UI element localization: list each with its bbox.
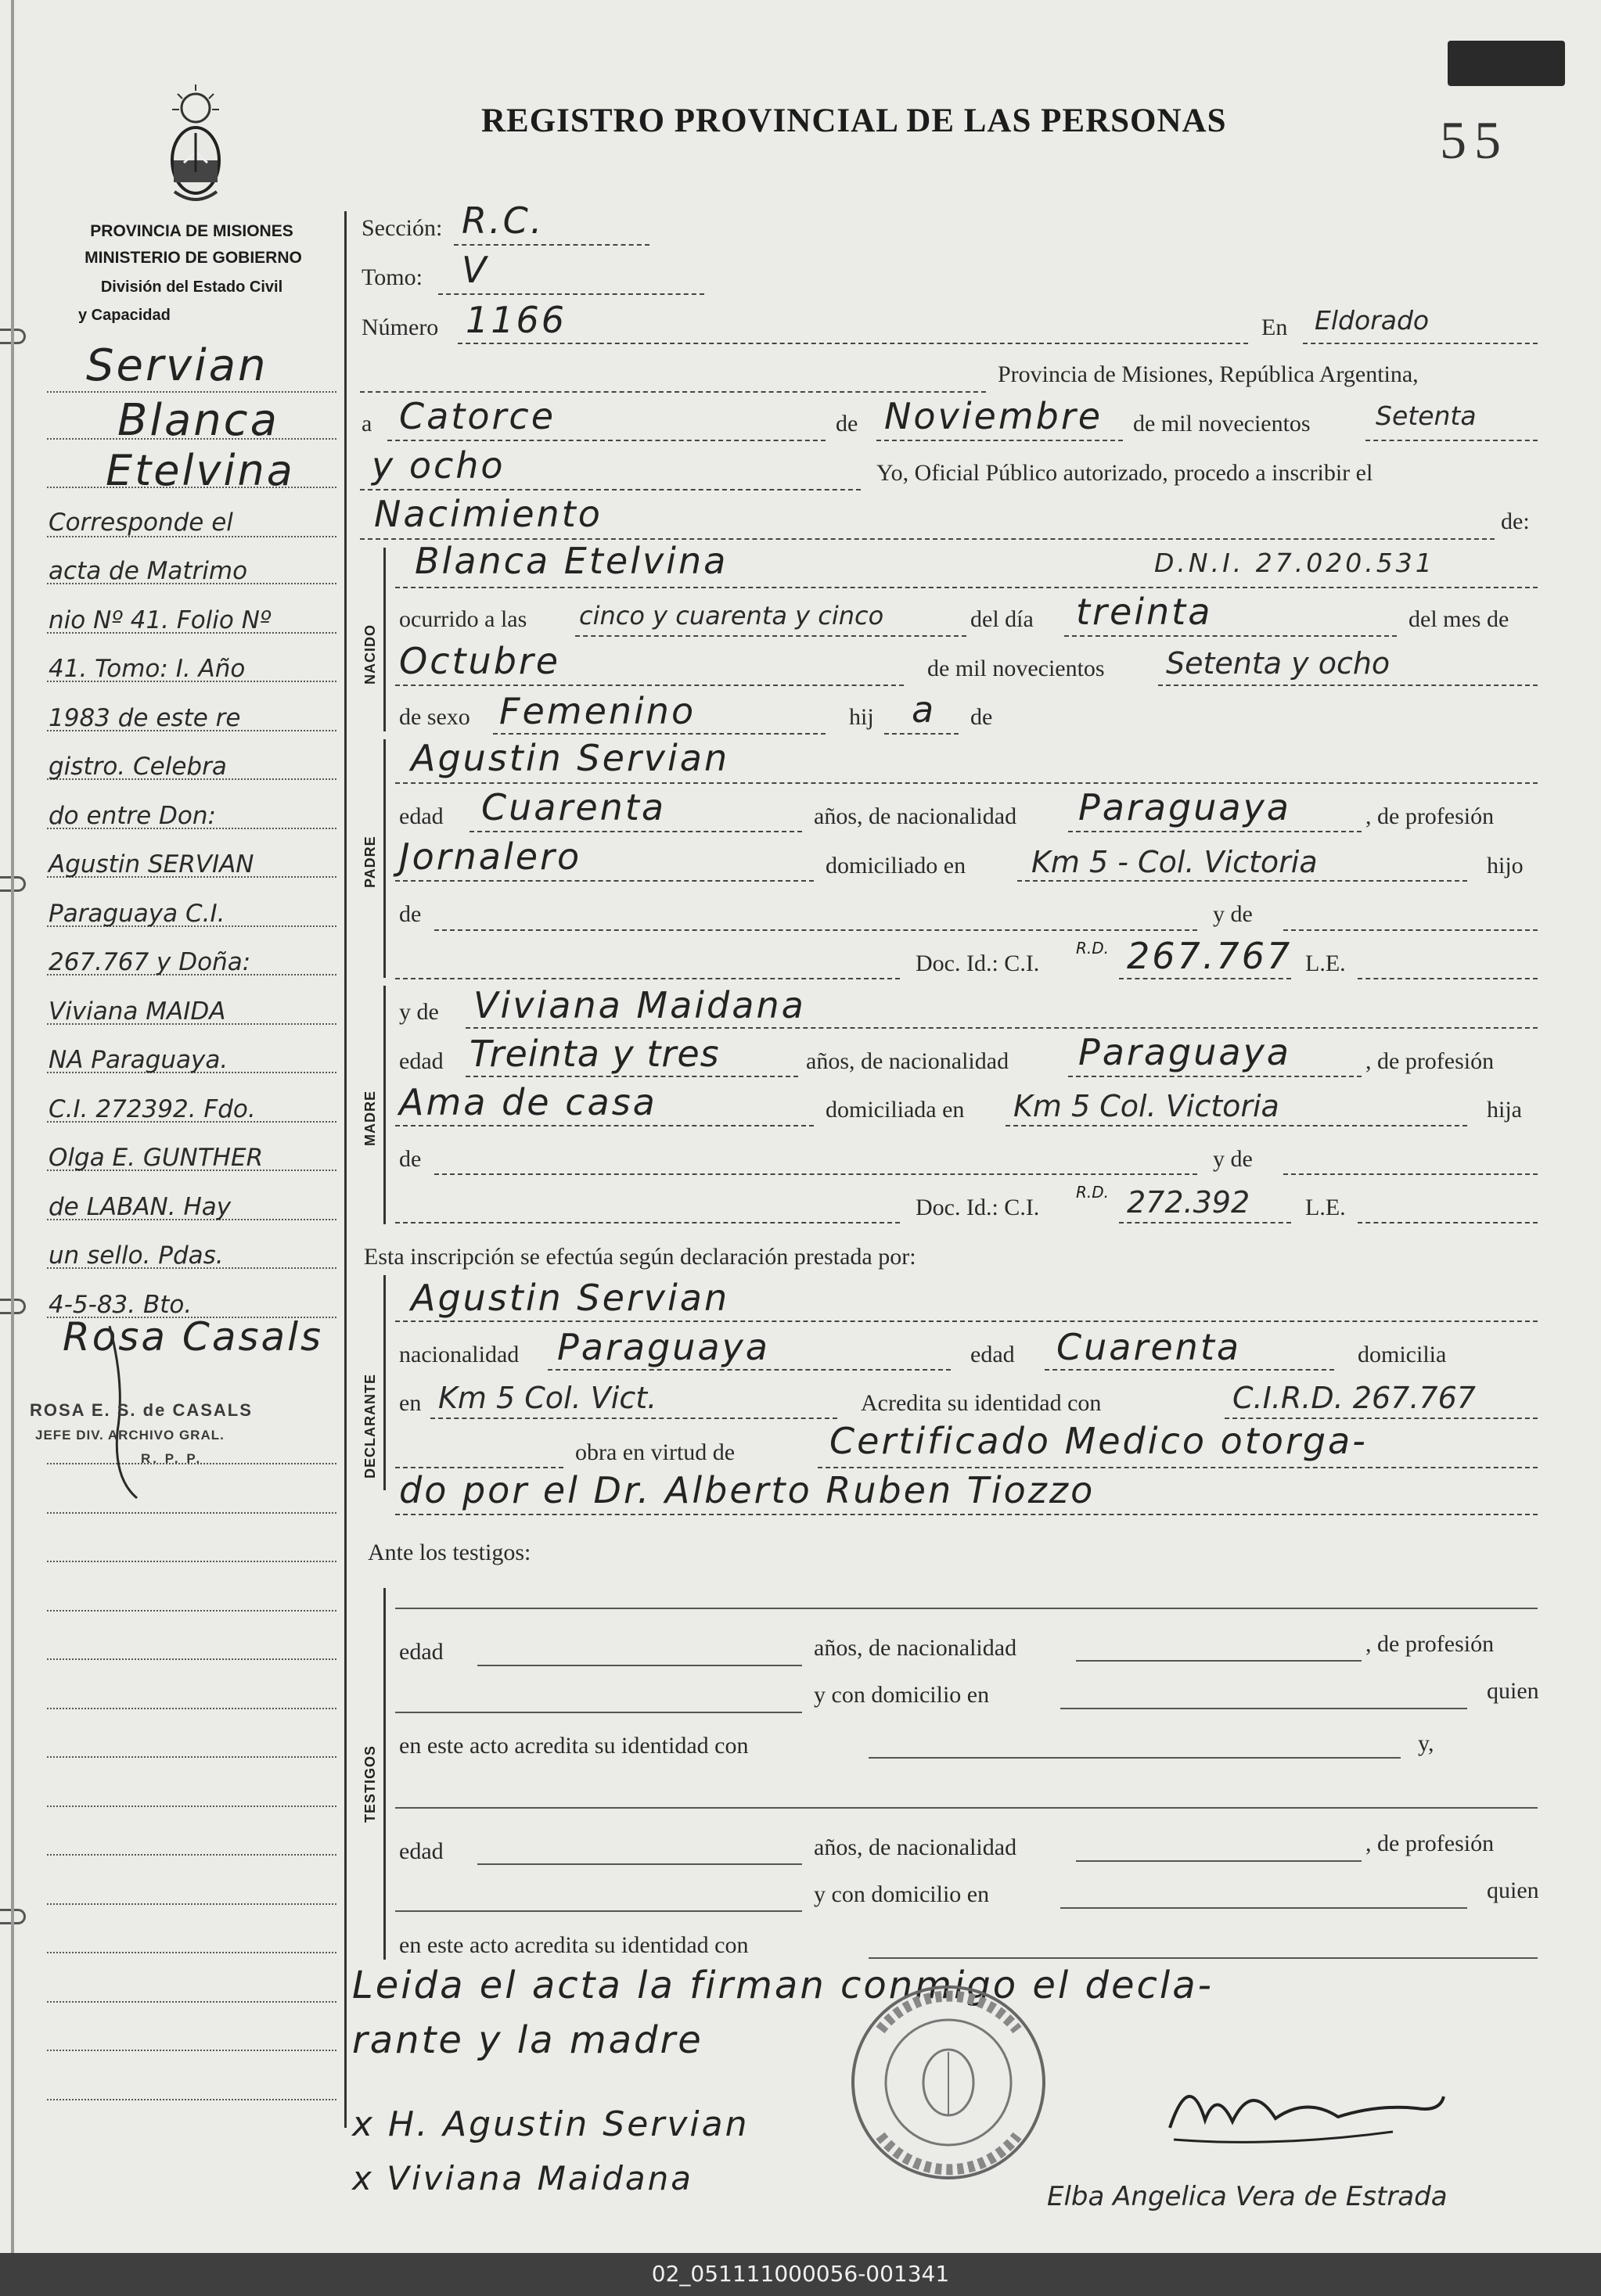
field-line	[1365, 440, 1538, 441]
acto-value: Nacimiento	[374, 493, 603, 535]
testigo-anios-label: años, de nacionalidad	[814, 1834, 1017, 1860]
field-line	[434, 929, 1197, 931]
firma-madre: x Viviana Maidana	[352, 2159, 693, 2197]
margin-note-line: do entre Don:	[49, 802, 216, 830]
a-label: a	[362, 411, 372, 437]
sexo-label: de sexo	[399, 704, 470, 730]
madre-profesion-label: , de profesión	[1365, 1048, 1495, 1074]
field-line	[1283, 929, 1538, 931]
section-bracket	[383, 1275, 386, 1490]
numero-label: Número	[362, 314, 439, 340]
padre-section-label: PADRE	[362, 835, 378, 888]
margin-stamp-line: JEFE DIV. ARCHIVO GRAL.	[35, 1428, 225, 1443]
margin-name-2: Etelvina	[106, 446, 295, 495]
doc-sup: R.D.	[1076, 939, 1110, 958]
margin-note-line: Agustin SERVIAN	[49, 850, 254, 879]
de-label: de	[399, 1146, 422, 1172]
testigo-acredita-label: en este acto acredita su identidad con	[399, 1932, 749, 1958]
field-line	[454, 244, 649, 246]
domicilia-label: domicilia	[1358, 1342, 1447, 1367]
division-name: División del Estado Civil	[100, 278, 283, 296]
del-dia-label: del día	[970, 606, 1034, 632]
margin-note-line: Viviana MAIDA	[49, 997, 226, 1026]
madre-section-label: MADRE	[362, 1091, 378, 1146]
field-line	[1225, 1417, 1538, 1419]
padre-domicilio-value: Km 5 - Col. Victoria	[1031, 845, 1318, 879]
numero-value: 1166	[466, 299, 567, 341]
madre-anios-label: años, de nacionalidad	[806, 1048, 1009, 1074]
field-line	[1283, 1173, 1538, 1175]
official-seal-icon	[849, 1983, 1049, 2183]
sexo-value: Femenino	[499, 690, 696, 732]
obra-label: obra en virtud de	[575, 1439, 736, 1465]
footer-filename: 02_051111000056-001341	[651, 2261, 950, 2287]
margin-note-line: Corresponde el	[49, 508, 233, 537]
field-line	[1068, 1076, 1362, 1077]
le-label: L.E.	[1305, 950, 1346, 976]
mil-label: de mil novecientos	[1133, 411, 1311, 437]
padre-profesion-label: , de profesión	[1365, 803, 1495, 829]
testigo-edad-label: edad	[399, 1838, 444, 1864]
margin-signature: Rosa Casals	[63, 1314, 324, 1360]
field-line	[1076, 1660, 1362, 1662]
madre-domiciliada-label: domiciliada en	[826, 1097, 965, 1123]
le-label: L.E.	[1305, 1195, 1346, 1220]
ministry-name: MINISTERIO DE GOBIERNO	[85, 249, 302, 267]
field-line	[434, 1173, 1197, 1175]
margin-note-line: 41. Tomo: I. Año	[49, 655, 246, 683]
y-de-label: y de	[1213, 1146, 1253, 1172]
field-line	[466, 1027, 1538, 1029]
ante-testigos-label: Ante los testigos:	[368, 1540, 531, 1565]
margin-note-line: 4-5-83. Bto.	[49, 1291, 192, 1319]
field-line	[360, 391, 986, 393]
field-line	[395, 782, 1538, 784]
margin-note-line: 1983 de este re	[49, 704, 241, 732]
field-line	[477, 1863, 802, 1865]
nacido-dia-value: treinta	[1076, 591, 1213, 633]
madre-doc-value: 272.392	[1127, 1185, 1250, 1220]
field-line	[387, 440, 826, 441]
ocurrido-label: ocurrido a las	[399, 606, 527, 632]
field-line	[395, 1222, 900, 1223]
coat-of-arms-icon	[160, 78, 231, 207]
dia-value: Catorce	[399, 395, 556, 437]
field-line	[1006, 1125, 1467, 1126]
testigo-edad-label: edad	[399, 1639, 444, 1665]
field-line	[1017, 880, 1467, 882]
margin-note-line: nio Nº 41. Folio Nº	[49, 606, 272, 634]
field-line	[1064, 635, 1397, 637]
field-line	[575, 635, 966, 637]
margin-name-1: Blanca	[117, 395, 279, 446]
margin-surname: Servian	[86, 340, 268, 391]
margin-note-line: Olga E. GUNTHER	[49, 1144, 264, 1172]
padre-edad-label: edad	[399, 803, 444, 829]
oficial-text: Yo, Oficial Público autorizado, procedo a inscribir el	[876, 460, 1373, 486]
margin-stamp-line: R. P. P.	[141, 1451, 203, 1466]
de-label: de	[399, 901, 422, 927]
field-line	[395, 1608, 1538, 1609]
oficial-firma-name: Elba Angelica Vera de Estrada	[1047, 2181, 1448, 2212]
madre-nacionalidad-value: Paraguaya	[1078, 1031, 1291, 1073]
testigo-anios-label: años, de nacionalidad	[814, 1635, 1017, 1661]
field-line	[1045, 1369, 1334, 1371]
en-label: en	[399, 1390, 422, 1416]
nacido-mes-value: Octubre	[399, 640, 561, 682]
official-signature-stroke	[1158, 2065, 1455, 2151]
field-line	[884, 733, 959, 735]
de-colon-label: de:	[1501, 508, 1530, 534]
tomo-value: V	[462, 249, 489, 291]
field-line	[869, 1757, 1401, 1759]
declarante-edad-value: Cuarenta	[1056, 1326, 1242, 1368]
margin-note-line: C.I. 272392. Fdo.	[49, 1095, 256, 1123]
division-name-2: y Capacidad	[78, 307, 171, 324]
seccion-value: R.C.	[462, 199, 545, 242]
de-label: de	[836, 411, 858, 437]
padre-edad-value: Cuarenta	[481, 786, 667, 828]
field-line	[458, 343, 1248, 344]
margin-note-line: 267.767 y Doña:	[49, 948, 251, 976]
padre-nacionalidad-value: Paraguaya	[1078, 786, 1291, 828]
declarante-nacionalidad-value: Paraguaya	[557, 1326, 770, 1368]
field-line	[1158, 684, 1538, 686]
field-line	[360, 489, 861, 490]
en-value: Eldorado	[1315, 305, 1430, 336]
quien-label: quien	[1487, 1877, 1539, 1903]
doc-label: Doc. Id.: C.I.	[916, 950, 1040, 976]
field-line	[395, 1910, 802, 1912]
mil-label: de mil novecientos	[927, 656, 1105, 681]
field-line	[395, 587, 1538, 588]
madre-edad-label: edad	[399, 1048, 444, 1074]
field-line	[395, 1467, 563, 1468]
field-line	[395, 978, 900, 979]
nacido-nombre: Blanca Etelvina	[415, 540, 729, 582]
y-label: y,	[1418, 1730, 1434, 1756]
madre-domicilio-value: Km 5 Col. Victoria	[1013, 1089, 1279, 1123]
declarante-acredita-value: C.I.R.D. 267.767	[1232, 1381, 1476, 1415]
field-line	[430, 1417, 837, 1419]
quien-label: quien	[1487, 1678, 1539, 1704]
hij-label: hij	[849, 704, 874, 730]
declarante-domicilio-value: Km 5 Col. Vict.	[438, 1381, 657, 1415]
madre-edad-value: Treinta y tres	[470, 1033, 720, 1075]
province-name: PROVINCIA DE MISIONES	[90, 222, 293, 240]
leida-line-2: rante y la madre	[352, 2018, 703, 2062]
field-line	[1076, 1860, 1362, 1862]
field-line	[1060, 1708, 1467, 1709]
doc-label: Doc. Id.: C.I.	[916, 1195, 1040, 1220]
field-line	[548, 1369, 951, 1371]
field-line	[395, 880, 814, 882]
declarante-edad-label: edad	[970, 1342, 1015, 1367]
nacido-anio-value: Setenta y ocho	[1166, 646, 1391, 681]
field-line	[395, 1712, 802, 1713]
anio-value-1: Setenta	[1376, 401, 1477, 431]
padre-anios-label: años, de nacionalidad	[814, 803, 1017, 829]
margin-note-line: de LABAN. Hay	[49, 1193, 232, 1221]
document-title: REGISTRO PROVINCIAL DE LAS PERSONAS	[481, 102, 1227, 139]
mes-value: Noviembre	[884, 395, 1103, 437]
field-line	[1119, 1222, 1291, 1223]
margin-note-line: Paraguaya C.I.	[49, 900, 225, 928]
anio-value-2: y ocho	[372, 444, 505, 487]
tomo-label: Tomo:	[362, 264, 423, 290]
testigos-section-label: TESTIGOS	[362, 1744, 378, 1823]
redaction-mark	[1448, 41, 1565, 86]
margin-note-line: acta de Matrimo	[49, 557, 248, 585]
field-line	[493, 733, 826, 735]
padre-domiciliado-label: domiciliado en	[826, 853, 966, 879]
firma-declarante: x H. Agustin Servian	[352, 2104, 750, 2144]
declarante-nacionalidad-label: nacionalidad	[399, 1342, 520, 1367]
page-number: 55	[1440, 110, 1509, 170]
page-edge	[11, 0, 14, 2253]
field-line	[818, 1467, 1538, 1468]
field-line	[1068, 831, 1362, 832]
en-label: En	[1261, 314, 1288, 340]
nacido-dni: D.N.I. 27.020.531	[1154, 548, 1435, 578]
doc-sup: R.D.	[1076, 1183, 1110, 1202]
del-mes-label: del mes de	[1409, 606, 1509, 632]
field-line	[470, 831, 802, 832]
seccion-label: Sección:	[362, 215, 443, 241]
margin-note-line: un sello. Pdas.	[49, 1241, 224, 1270]
field-line	[438, 293, 704, 295]
field-line	[395, 1125, 814, 1126]
declarante-nombre: Agustin Servian	[411, 1277, 730, 1319]
field-line	[1060, 1907, 1467, 1909]
nacido-section-label: NACIDO	[362, 624, 378, 684]
madre-profesion-value: Ama de casa	[399, 1081, 657, 1123]
hora-value: cinco y cuarenta y cinco	[579, 601, 884, 631]
obra-value-1: Certificado Medico otorga-	[829, 1420, 1368, 1462]
margin-note-line: NA Paraguaya.	[49, 1046, 228, 1074]
field-line	[395, 1320, 1538, 1322]
y-de-label: y de	[399, 999, 439, 1025]
field-line	[869, 1957, 1538, 1959]
field-line	[1119, 978, 1291, 979]
provincia-text: Provincia de Misiones, República Argentina,	[998, 361, 1419, 387]
field-line	[395, 684, 904, 686]
testigo-domicilio-label: y con domicilio en	[814, 1881, 990, 1907]
field-line	[1358, 1222, 1538, 1223]
de-label: de	[970, 704, 993, 730]
section-bracket	[383, 739, 386, 978]
padre-profesion-value: Jornalero	[399, 835, 582, 878]
section-bracket	[383, 548, 386, 731]
padre-doc-value: 267.767	[1127, 935, 1293, 977]
madre-nombre: Viviana Maidana	[473, 984, 806, 1026]
acredita-label: Acredita su identidad con	[861, 1390, 1102, 1416]
field-line	[466, 1076, 798, 1077]
testigo-acredita-label: en este acto acredita su identidad con	[399, 1733, 749, 1759]
leida-line-1: Leida el acta la firman conmigo el decla-	[352, 1964, 1214, 2007]
y-de-label: y de	[1213, 901, 1253, 927]
obra-value-2: do por el Dr. Alberto Ruben Tiozzo	[399, 1469, 1096, 1511]
testigo-domicilio-label: y con domicilio en	[814, 1682, 990, 1708]
testigo-profesion-label: , de profesión	[1365, 1831, 1495, 1856]
declarante-section-label: DECLARANTE	[362, 1374, 378, 1479]
margin-divider	[344, 211, 347, 2128]
margin-stamp-line: ROSA E. S. de CASALS	[30, 1400, 253, 1420]
margin-note-line: gistro. Celebra	[49, 753, 227, 781]
hija-label: hija	[1487, 1097, 1522, 1123]
testigo-profesion-label: , de profesión	[1365, 1631, 1495, 1657]
field-line	[1303, 343, 1538, 344]
section-bracket	[383, 986, 386, 1224]
hij-value: a	[912, 688, 937, 731]
declaracion-text: Esta inscripción se efectúa según declaración prestada por:	[364, 1244, 916, 1270]
field-line	[876, 440, 1123, 441]
section-bracket	[383, 1588, 386, 1960]
field-line	[477, 1665, 802, 1666]
field-line	[395, 1514, 1538, 1515]
hijo-label: hijo	[1487, 853, 1524, 879]
padre-nombre: Agustin Servian	[411, 737, 730, 779]
field-line	[395, 1807, 1538, 1809]
field-line	[1358, 978, 1538, 979]
